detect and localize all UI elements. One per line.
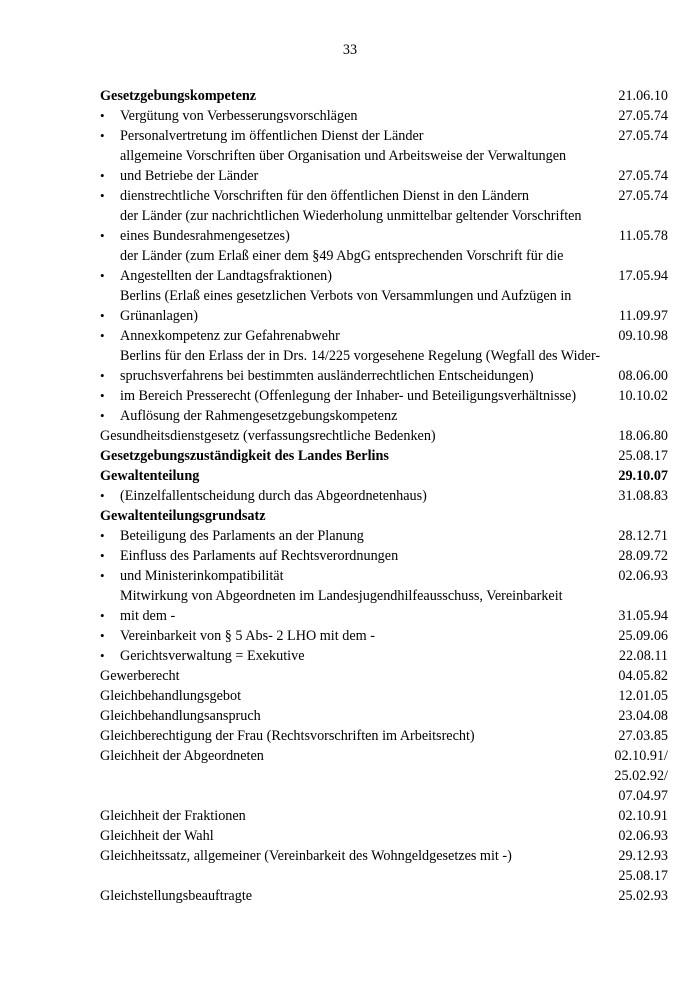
- index-entries: [100, 86, 668, 906]
- entry-date-value: 25.08.17: [618, 448, 668, 464]
- entry-text-line: Annexkompetenz zur Gefahrenabwehr: [120, 328, 340, 344]
- entry-date: [614, 326, 668, 346]
- entry-text-line: Angestellten der Landtagsfraktionen): [120, 268, 332, 284]
- index-entry: [100, 106, 668, 126]
- entry-date: [614, 166, 668, 186]
- entry-date-value: 17.05.94: [618, 268, 668, 284]
- bullet-icon: •: [100, 548, 105, 563]
- entry-text-line: Gesetzgebungszuständigkeit des Landes Berlins: [100, 448, 389, 464]
- entry-text-line: Auflösung der Rahmengesetzgebungskompetenz: [120, 408, 398, 424]
- index-entry: [100, 726, 668, 746]
- entry-date: [614, 466, 668, 486]
- index-entry: [100, 446, 668, 466]
- entry-text-line: dienstrechtliche Vorschriften für den öffentlichen Dienst in den Ländern: [120, 188, 529, 204]
- entry-date-value: 27.05.74: [618, 168, 668, 184]
- entry-text-line: Gewaltenteilung: [100, 468, 200, 484]
- bullet-icon: •: [100, 488, 105, 503]
- entry-text: [100, 206, 614, 246]
- entry-text-line: Einfluss des Parlaments auf Rechtsverordnungen: [120, 548, 399, 564]
- entry-date-value: 31.05.94: [618, 608, 668, 624]
- index-entry: [100, 186, 668, 206]
- index-entry: [100, 386, 668, 406]
- entry-date-value: 11.05.78: [618, 228, 668, 244]
- entry-text: [100, 626, 614, 646]
- entry-text-line: Gleichbehandlungsgebot: [100, 688, 242, 704]
- bullet-icon: •: [100, 628, 105, 643]
- entry-date-value: 28.12.71: [618, 528, 668, 544]
- entry-text: [100, 646, 614, 666]
- entry-date-value: 27.03.85: [618, 728, 668, 744]
- bullet-icon: •: [100, 608, 105, 623]
- entry-date: [614, 446, 668, 466]
- entry-date-value: 27.05.74: [618, 188, 668, 204]
- index-entry: [100, 526, 668, 546]
- index-entry: [100, 646, 668, 666]
- entry-date-value: 04.05.82: [618, 668, 668, 684]
- entry-date-value: 29.10.07: [618, 468, 668, 484]
- entry-date-value: 27.05.74: [618, 128, 668, 144]
- entry-text: [100, 86, 614, 106]
- entry-date-value: 25.08.17: [618, 868, 668, 884]
- index-entry: [100, 206, 668, 246]
- bullet-icon: •: [100, 168, 105, 183]
- entry-text: [100, 806, 614, 826]
- index-entry: [100, 146, 668, 186]
- entry-text: [100, 746, 614, 766]
- index-entry: [100, 586, 668, 626]
- entry-date-value: 22.08.11: [618, 648, 668, 664]
- entry-date: [614, 506, 668, 526]
- entry-text: [100, 446, 614, 466]
- entry-text-line: Gerichtsverwaltung = Exekutive: [120, 648, 305, 664]
- entry-text-line: Vereinbarkeit von § 5 Abs- 2 LHO mit dem -: [120, 628, 375, 644]
- entry-date: [614, 726, 668, 746]
- entry-date: [614, 226, 668, 246]
- entry-date: [614, 626, 668, 646]
- entry-date-value: 02.06.93: [618, 568, 668, 584]
- entry-text-line: und Ministerinkompatibilität: [120, 568, 284, 584]
- entry-text-line: Gewerberecht: [100, 668, 180, 684]
- entry-date: [614, 646, 668, 666]
- index-entry: [100, 346, 668, 386]
- entry-date-value: 12.01.05: [618, 688, 668, 704]
- entry-text: [100, 246, 614, 286]
- entry-text-line: Gesundheitsdienstgesetz (verfassungsrechtliche Bedenken): [100, 428, 436, 444]
- entry-date: [614, 126, 668, 146]
- entry-date-value: 08.06.00: [618, 368, 668, 384]
- entry-text: [100, 886, 614, 906]
- index-entry: [100, 426, 668, 446]
- entry-date: [614, 846, 668, 886]
- entry-text: [100, 386, 614, 406]
- entry-date: [614, 706, 668, 726]
- entry-date-value: 29.12.93: [618, 848, 668, 864]
- entry-date: [614, 266, 668, 286]
- index-entry: [100, 566, 668, 586]
- entry-text-line: im Bereich Presserecht (Offenlegung der Inhaber- und Beteiligungsverhältnisse): [120, 388, 577, 404]
- index-entry: [100, 746, 668, 806]
- entry-text-line: Gesetzgebungskompetenz: [100, 88, 257, 104]
- entry-text: [100, 586, 614, 626]
- bullet-icon: •: [100, 528, 105, 543]
- entry-text: [100, 506, 614, 526]
- entry-date-value: 25.02.92/: [614, 768, 668, 784]
- index-entry: [100, 326, 668, 346]
- entry-date: [614, 666, 668, 686]
- bullet-icon: •: [100, 368, 105, 383]
- entry-text: [100, 726, 614, 746]
- index-entry: [100, 286, 668, 326]
- index-entry: [100, 86, 668, 106]
- entry-text: [100, 826, 614, 846]
- entry-text-line: Gleichheit der Wahl: [100, 828, 214, 844]
- entry-text-line: Gewaltenteilungsgrundsatz: [100, 508, 266, 524]
- bullet-icon: •: [100, 228, 105, 243]
- entry-date: [614, 106, 668, 126]
- entry-text: [100, 546, 614, 566]
- entry-text-line: Gleichheit der Abgeordneten: [100, 748, 264, 764]
- index-entry: [100, 706, 668, 726]
- entry-text-line: Berlins (Erlaß eines gesetzlichen Verbots von Versammlungen und Aufzügen in: [120, 288, 572, 304]
- bullet-icon: •: [100, 408, 105, 423]
- entry-date-value: 09.10.98: [618, 328, 668, 344]
- entry-date: [614, 886, 668, 906]
- entry-date-value: 28.09.72: [618, 548, 668, 564]
- entry-date: [614, 746, 668, 806]
- index-entry: [100, 246, 668, 286]
- bullet-icon: •: [100, 308, 105, 323]
- entry-text-line: Beteiligung des Parlaments an der Planung: [120, 528, 364, 544]
- entry-date-value: 18.06.80: [618, 428, 668, 444]
- bullet-icon: •: [100, 268, 105, 283]
- entry-date-value: 11.09.97: [618, 308, 668, 324]
- entry-text: [100, 406, 614, 426]
- index-entry: [100, 486, 668, 506]
- entry-text: [100, 326, 614, 346]
- entry-text-line: (Einzelfallentscheidung durch das Abgeordnetenhaus): [120, 488, 427, 504]
- entry-text: [100, 346, 614, 386]
- entry-text-line: Gleichheit der Fraktionen: [100, 808, 246, 824]
- entry-date-value: [614, 406, 668, 426]
- entry-text: [100, 466, 614, 486]
- entry-date: [614, 366, 668, 386]
- entry-text: [100, 186, 614, 206]
- entry-date: [614, 826, 668, 846]
- entry-text-line: Personalvertretung im öffentlichen Dienst der Länder: [120, 128, 424, 144]
- entry-date: [614, 606, 668, 626]
- index-entry: [100, 466, 668, 486]
- entry-text-line: der Länder (zum Erlaß einer dem §49 AbgG entsprechenden Vorschrift für die: [120, 248, 564, 264]
- entry-text: [100, 846, 614, 866]
- entry-date-value: 25.02.93: [618, 888, 668, 904]
- entry-date: [614, 486, 668, 506]
- entry-text: [100, 526, 614, 546]
- bullet-icon: •: [100, 568, 105, 583]
- index-entry: [100, 126, 668, 146]
- entry-text: [100, 106, 614, 126]
- entry-text: [100, 146, 614, 186]
- index-entry: [100, 826, 668, 846]
- entry-text-line: allgemeine Vorschriften über Organisation und Arbeitsweise der Verwaltungen: [120, 148, 567, 164]
- entry-date-value: 23.04.08: [618, 708, 668, 724]
- entry-date-value: 02.06.93: [618, 828, 668, 844]
- entry-date: [614, 86, 668, 106]
- entry-date: [614, 406, 668, 426]
- entry-text: [100, 286, 614, 326]
- entry-date: [614, 426, 668, 446]
- bullet-icon: •: [100, 648, 105, 663]
- entry-date: [614, 686, 668, 706]
- index-entry: [100, 886, 668, 906]
- entry-text-line: Gleichberechtigung der Frau (Rechtsvorschriften im Arbeitsrecht): [100, 728, 475, 744]
- bullet-icon: •: [100, 188, 105, 203]
- entry-text: [100, 666, 614, 686]
- entry-text: [100, 486, 614, 506]
- entry-text: [100, 126, 614, 146]
- bullet-icon: •: [100, 328, 105, 343]
- entry-date-value: 10.10.02: [618, 388, 668, 404]
- entry-text-line: mit dem -: [120, 608, 176, 624]
- entry-date-value: 02.10.91/: [614, 748, 668, 764]
- index-entry: [100, 666, 668, 686]
- entry-date: [614, 386, 668, 406]
- entry-date: [614, 306, 668, 326]
- index-entry: [100, 506, 668, 526]
- entry-date-value: [614, 506, 668, 526]
- entry-text: [100, 426, 614, 446]
- entry-date-value: 31.08.83: [618, 488, 668, 504]
- entry-text-line: spruchsverfahrens bei bestimmten ausländerrechtlichen Entscheidungen): [120, 368, 534, 384]
- entry-date-value: 25.09.06: [618, 628, 668, 644]
- entry-text-line: Grünanlagen): [120, 308, 198, 324]
- index-entry: [100, 626, 668, 646]
- bullet-icon: •: [100, 108, 105, 123]
- bullet-icon: •: [100, 128, 105, 143]
- entry-date: [614, 546, 668, 566]
- entry-date-value: 21.06.10: [618, 88, 668, 104]
- entry-text-line: Vergütung von Verbesserungsvorschlägen: [120, 108, 358, 124]
- entry-text-line: Gleichheitssatz, allgemeiner (Vereinbarkeit des Wohngeldgesetzes mit -): [100, 848, 512, 864]
- entry-date: [614, 526, 668, 546]
- index-entry: [100, 546, 668, 566]
- index-entry: [100, 406, 668, 426]
- entry-text: [100, 566, 614, 586]
- entry-text-line: Gleichstellungsbeauftragte: [100, 888, 253, 904]
- entry-date-value: 27.05.74: [618, 108, 668, 124]
- index-entry: [100, 686, 668, 706]
- entry-text: [100, 706, 614, 726]
- entry-date-value: 02.10.91: [618, 808, 668, 824]
- entry-date: [614, 186, 668, 206]
- entry-text-line: eines Bundesrahmengesetzes): [120, 228, 290, 244]
- entry-text-line: Gleichbehandlungsanspruch: [100, 708, 261, 724]
- entry-text-line: und Betriebe der Länder: [120, 168, 259, 184]
- entry-date: [614, 566, 668, 586]
- entry-date-value: 07.04.97: [618, 788, 668, 804]
- entry-text: [100, 686, 614, 706]
- index-entry: [100, 806, 668, 826]
- entry-text-line: Mitwirkung von Abgeordneten im Landesjugendhilfeausschuss, Vereinbarkeit: [120, 588, 563, 604]
- entry-text-line: der Länder (zur nachrichtlichen Wiederholung unmittelbar geltender Vorschriften: [120, 208, 582, 224]
- page-number: 33: [342, 42, 358, 58]
- bullet-icon: •: [100, 388, 105, 403]
- entry-date: [614, 806, 668, 826]
- entry-text-line: Berlins für den Erlass der in Drs. 14/225 vorgesehene Regelung (Wegfall des Wider-: [120, 348, 601, 364]
- index-entry: [100, 846, 668, 886]
